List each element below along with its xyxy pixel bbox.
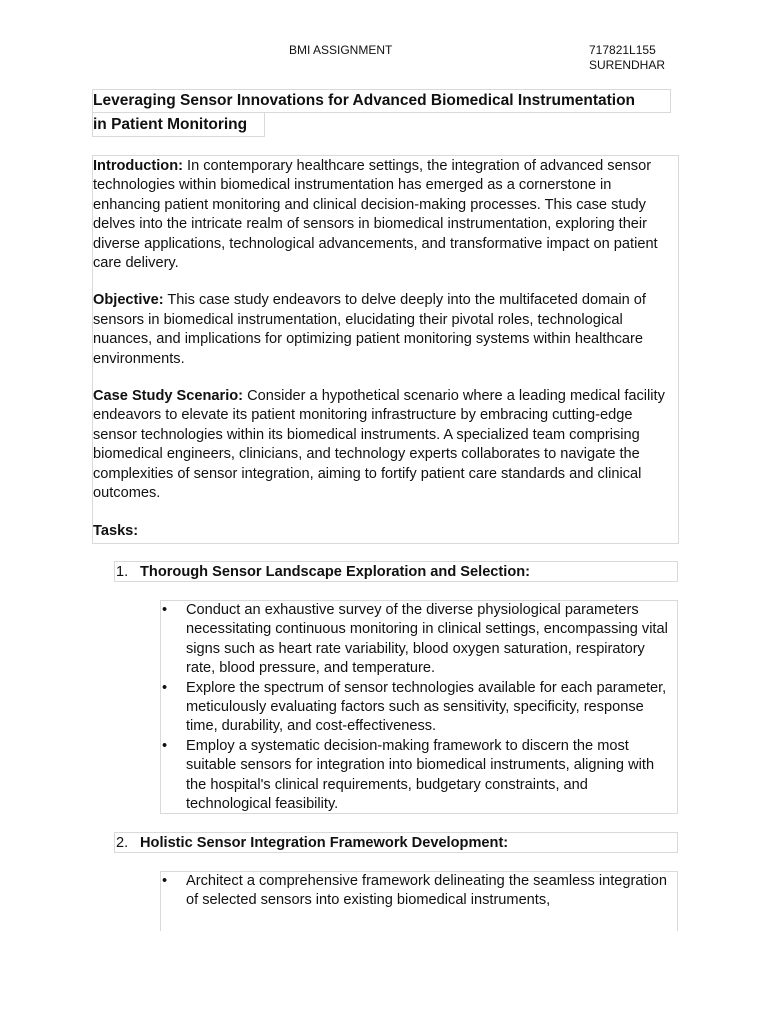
header-student	[589, 43, 665, 73]
list-item-text: Architect a comprehensive framework delineating the seamless integration of selected sensors into existing biomedical instruments,	[186, 873, 668, 909]
title-line-1: Leveraging Sensor Innovations for Advanced Biomedical Instrumentation	[93, 92, 636, 109]
scenario-label: Case Study Scenario:	[93, 388, 244, 405]
scenario-text: Consider a hypothetical scenario where a leading medical facility endeavors to elevate its patient monitoring infrastructure by embracing cutting-edge sensor technologies within its biomedical instruments. A specialized team comprising biomedical engineers, clinicians, and technology experts collaborates to navigate the complexities of sensor integration, aiming to fortify patient care standards and clinical outcomes.	[93, 388, 665, 502]
list-item	[160, 601, 674, 679]
header-name: SURENDHAR	[589, 58, 666, 72]
task1-heading	[116, 562, 530, 582]
tasks-paragraph	[93, 522, 677, 541]
list-item	[160, 737, 674, 815]
scenario-paragraph	[93, 387, 677, 503]
bullet-icon: •	[162, 737, 168, 754]
list-item	[160, 872, 674, 911]
task1-title: Thorough Sensor Landscape Exploration and Selection:	[140, 564, 531, 580]
bullet-icon: •	[162, 602, 168, 618]
list-item-text: Explore the spectrum of sensor technologies available for each parameter, meticulously evaluating factors such as sensitivity, specificity, response time, durability, and cost-effectiveness.	[186, 679, 667, 735]
task1-number: 1.	[116, 564, 129, 580]
task2-list	[160, 872, 674, 911]
introduction-paragraph	[93, 157, 677, 273]
task2-title: Holistic Sensor Integration Framework Development:	[140, 835, 509, 851]
document-title	[93, 89, 683, 137]
title-line-2: in Patient Monitoring	[93, 116, 248, 133]
objective-text: This case study endeavors to delve deeply into the multifaceted domain of sensors in biomedical instrumentation, elucidating their pivotal roles, technological nuances, and implications for optimizing patient monitoring systems within healthcare environments.	[93, 292, 646, 367]
task1-list	[160, 601, 674, 814]
bullet-icon: •	[162, 679, 168, 696]
bullet-icon: •	[162, 873, 168, 889]
body-section	[93, 157, 677, 559]
introduction-text: In contemporary healthcare settings, the integration of advanced sensor technologies within biomedical instrumentation has emerged as a cornerstone in enhancing patient monitoring and clinical decision-making processes. This case study delves into the intricate realm of sensors in biomedical instrumentation, exploring their diverse applications, technological advancements, and transformative impact on patient care delivery.	[93, 158, 658, 272]
objective-paragraph	[93, 291, 677, 369]
list-item	[160, 679, 674, 737]
header-id: 717821L155	[589, 43, 656, 57]
header-course: BMI ASSIGNMENT	[289, 43, 393, 57]
introduction-label: Introduction:	[93, 158, 183, 174]
tasks-label: Tasks:	[93, 522, 139, 539]
task2-list-clip	[0, 871, 768, 911]
list-item-text: Employ a systematic decision-making framework to discern the most suitable sensors for integration into biomedical instruments, aligning with the hospital's clinical requirements, budgetary constraints, and technological feasibility.	[186, 737, 655, 813]
list-item-text: Conduct an exhaustive survey of the diverse physiological parameters necessitating continuous monitoring in clinical settings, encompassing vital signs such as heart rate variability, blood oxygen saturation, respiratory rate, blood pressure, and temperature.	[186, 602, 668, 677]
objective-label: Objective:	[93, 292, 164, 309]
task2-number: 2.	[116, 835, 129, 851]
task2-heading	[116, 833, 508, 853]
